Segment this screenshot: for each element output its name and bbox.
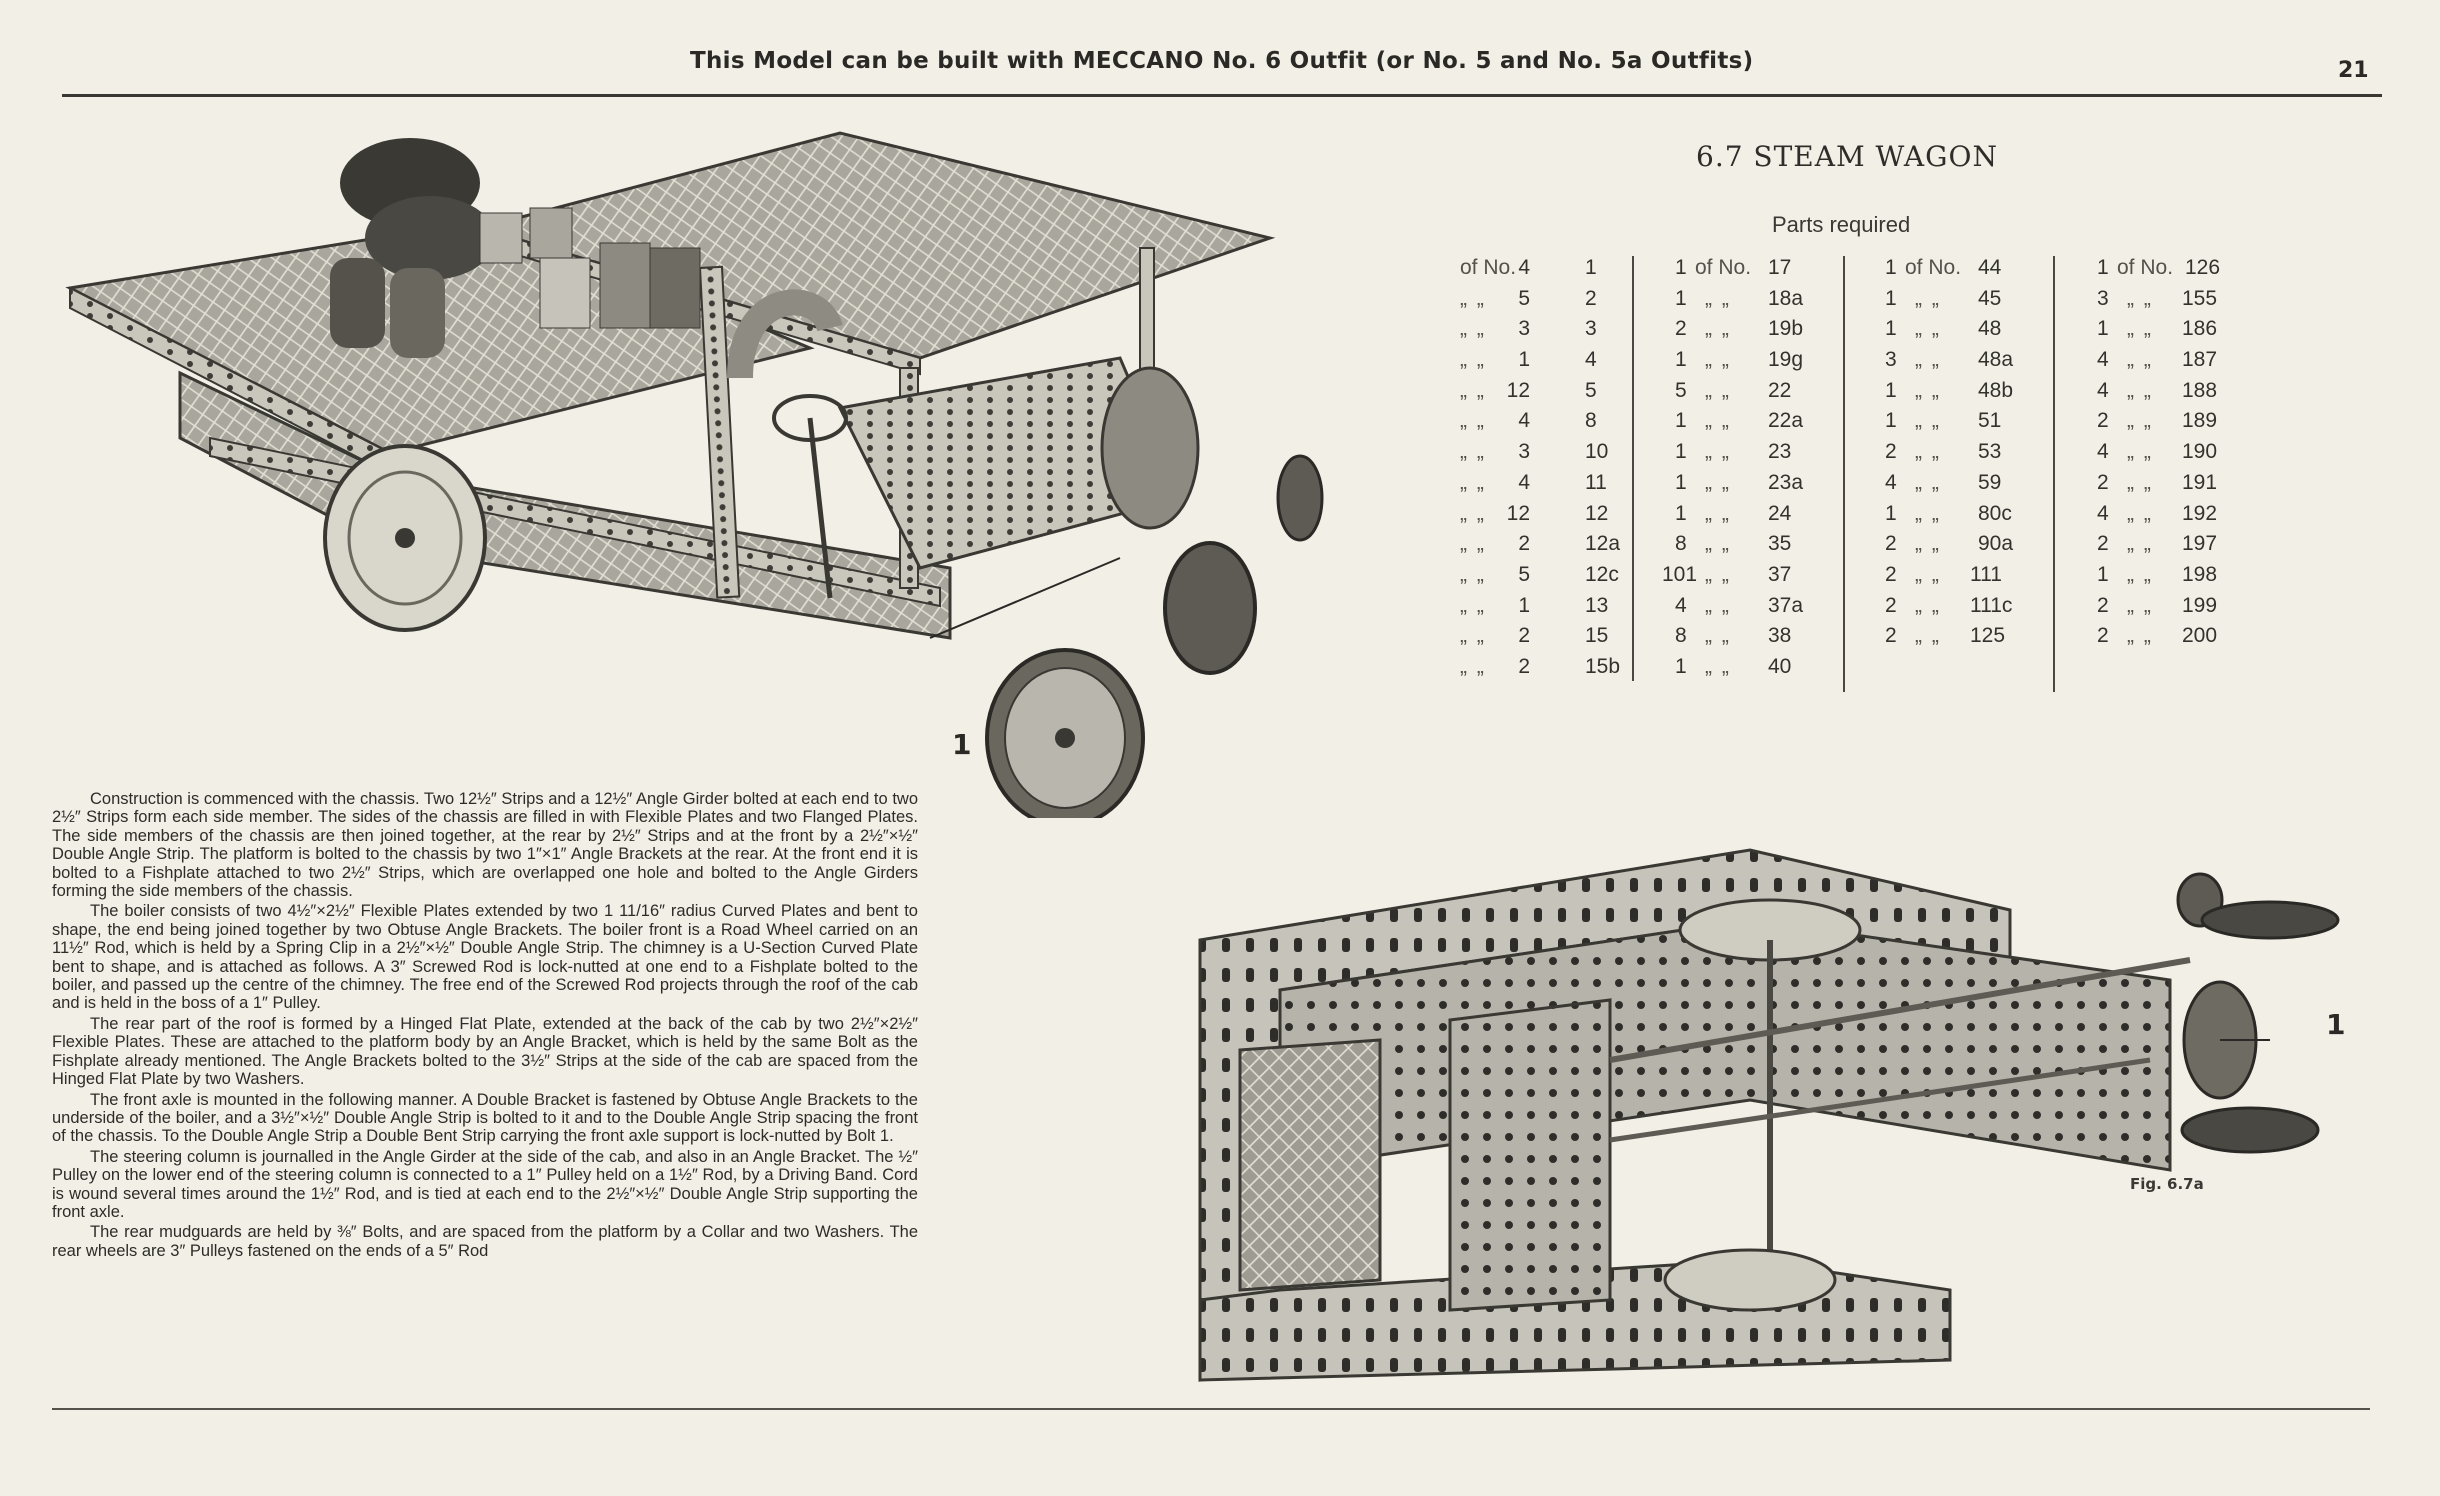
part-row: 1 „ „ 45 [1885,286,2002,310]
model-title: 6.7 STEAM WAGON [1696,140,1998,173]
instruction-paragraph: The boiler consists of two 4½″×2½″ Flexible Plates extended by two 1 11/16″ radius Curved Plates and bent to shape, the end being joined together by two Obtuse Angle Brackets. The boiler front is a Road Wheel carried on an 11½″ Rod, which is held by a Spring Clip in a 2½″×½″ Double Angle Strip. The chimney is a U-Section Curved Plate bent to shape, and is attached as follows. A 3″ Screwed Rod is lock-nutted at one end to a Fishplate bolted to the boiler, and passed up the centre of the chimney. The free end of the Screwed Rod projects through the roof of the cab and is held in the boss of a 1″ Pulley. [52,902,918,1013]
part-row: 4 „ „ 187 [2097,348,2218,372]
part-row: 3 „ „ 48a [1885,348,2014,372]
part-row: 1 „ „ 40 [1675,654,1792,678]
instruction-paragraph: Construction is commenced with the chassis. Two 12½″ Strips and a 12½″ Angle Girder bolted at each end to two 2½″ Strips form each side member. The sides of the chassis are filled in with Flexible Plates and two Flanged Plates. The side members of the chassis are then joined together, at the rear by 2½″ Strips and at the front by a 2½″×½″ Double Angle Strip. The platform is bolted to the chassis by two 1″×1″ Angle Brackets at the rear. At the front end it is bolted to a Fishplate attached to two 2½″ Strips, which are overlapped one hole and bolted to the Angle Girders forming the side members of the chassis. [52,790,918,901]
parts-divider-3 [2053,256,2055,692]
part-row: 2 „ „ 125 [1885,624,2006,648]
part-row: 3 „ „ 10 [1460,440,1609,464]
part-row: 1 „ „ 13 [1460,593,1609,617]
part-row: 1 „ „ 22a [1675,409,1804,433]
figure-caption: Fig. 6.7a [2130,1175,2204,1193]
part-row: 1 „ „ 23a [1675,470,1804,494]
part-row: 4 „ „ 192 [2097,501,2218,525]
part-row: 2 „ „ 19b [1675,317,1804,341]
part-row: 1 „ „ 23 [1675,440,1792,464]
part-row: 1 „ „ 51 [1885,409,2002,433]
part-row: 1 „ „ 48b [1885,378,2014,402]
part-row: 1 „ „ 186 [2097,317,2218,341]
callout-bolt-1: 1 [952,728,972,761]
part-row: 1 of No. 44 [1885,256,2002,279]
part-row: 3 „ „ 3 [1460,317,1597,341]
outfit-header: This Model can be built with MECCANO No. 6 Outfit (or No. 5 and No. 5a Outfits) [690,48,1754,74]
parts-divider-2 [1843,256,1845,692]
part-row: 5 „ „ 12c [1460,562,1619,586]
page-number: 21 [2338,58,2369,83]
part-row: 8 „ „ 38 [1675,624,1792,648]
part-row: 5 „ „ 22 [1675,378,1792,402]
part-row: 101 „ „ 37 [1662,562,1792,586]
part-row: 1 „ „ 80c [1885,501,2012,525]
part-row: 4 „ „ 59 [1885,470,2002,494]
part-row: 1 „ „ 198 [2097,562,2218,586]
part-row: 4 „ „ 190 [2097,440,2218,464]
part-row: 2 „ „ 189 [2097,409,2218,433]
part-row: 2 „ „ 191 [2097,470,2218,494]
parts-column-4 [2062,256,2282,655]
part-row: 4 of No. 1 [1460,256,1597,279]
part-row: 2 „ „ 90a [1885,532,2014,556]
underside-illustration [1190,840,2390,1400]
part-row: 12 „ „ 12 [1460,501,1609,525]
construction-instructions [52,790,918,1262]
rear-wheel [325,446,485,630]
part-row: 1 „ „ 4 [1460,348,1597,372]
part-row: 2 „ „ 15 [1460,624,1609,648]
part-row: 1 of No. 17 [1675,256,1792,279]
part-row: 1 „ „ 18a [1675,286,1804,310]
part-row: 2 „ „ 111c [1885,593,2013,617]
part-row: 4 „ „ 8 [1460,409,1597,433]
instruction-paragraph: The rear mudguards are held by ⅜″ Bolts, and are spaced from the platform by a Collar and two Washers. The rear wheels are 3″ Pulleys fastened on the ends of a 5″ Rod [52,1223,918,1260]
part-row: 5 „ „ 2 [1460,286,1597,310]
part-row: 2 „ „ 197 [2097,532,2218,556]
parts-column-3 [1850,256,2060,655]
part-row: 2 „ „ 200 [2097,624,2218,648]
instruction-paragraph: The rear part of the roof is formed by a Hinged Flat Plate, extended at the back of the cab by two 2½″×2½″ Flexible Plates. These are attached to the platform body by an Angle Bracket, which is held by the same Bolt as the Fishplate already mentioned. The Angle Brackets bolted to the 3½″ Strips at the side of the cab are spaced from the Hinged Flat Plate by two Washers. [52,1014,918,1089]
part-row: 1 „ „ 48 [1885,317,2002,341]
parts-heading: Parts required [1772,212,1911,237]
part-row: 2 „ „ 12a [1460,532,1621,556]
part-row: 2 „ „ 15b [1460,654,1621,678]
part-row: 4 „ „ 37a [1675,593,1804,617]
part-row: 1 „ „ 24 [1675,501,1792,525]
part-row: 8 „ „ 35 [1675,532,1792,556]
boiler [840,358,1198,568]
callout-bolt-1-underside: 1 [2326,1008,2346,1041]
header-rule [62,94,2382,97]
footer-rule [52,1408,2370,1410]
part-row: 4 „ „ 11 [1460,470,1607,494]
part-row: 1 of No. 126 [2097,256,2221,279]
part-row: 1 „ „ 19g [1675,348,1804,372]
part-row: 12 „ „ 5 [1460,378,1597,402]
part-row: 3 „ „ 155 [2097,286,2218,310]
instruction-paragraph: The steering column is journalled in the Angle Girder at the side of the cab, and also in an Angle Bracket. The ½″ Pulley on the lower end of the steering column is connected to a 1″ Pulley held on a 1½″ Rod, by a Driving Band. Cord is wound several times around the 1½″ Rod, and is tied at each end to the 2½″×½″ Double Angle Strip supporting the front axle. [52,1147,918,1221]
part-row: 2 „ „ 111 [1885,562,2002,586]
parts-divider-1 [1632,256,1634,681]
part-row: 4 „ „ 188 [2097,378,2218,402]
steam-wagon-illustration [60,118,1350,818]
instruction-paragraph: The front axle is mounted in the following manner. A Double Bracket is fastened by Obtuse Angle Brackets to the underside of the boiler, and a 3½″×½″ Double Angle Strip is bolted to it and to the Double Angle Strip spacing the front of the chassis. To the Double Angle Strip a Double Bent Strip carrying the front axle support is lock-nutted by Bolt 1. [52,1090,918,1146]
part-row: 2 „ „ 199 [2097,593,2218,617]
parts-column-2 [1640,256,1860,686]
part-row: 2 „ „ 53 [1885,440,2002,464]
